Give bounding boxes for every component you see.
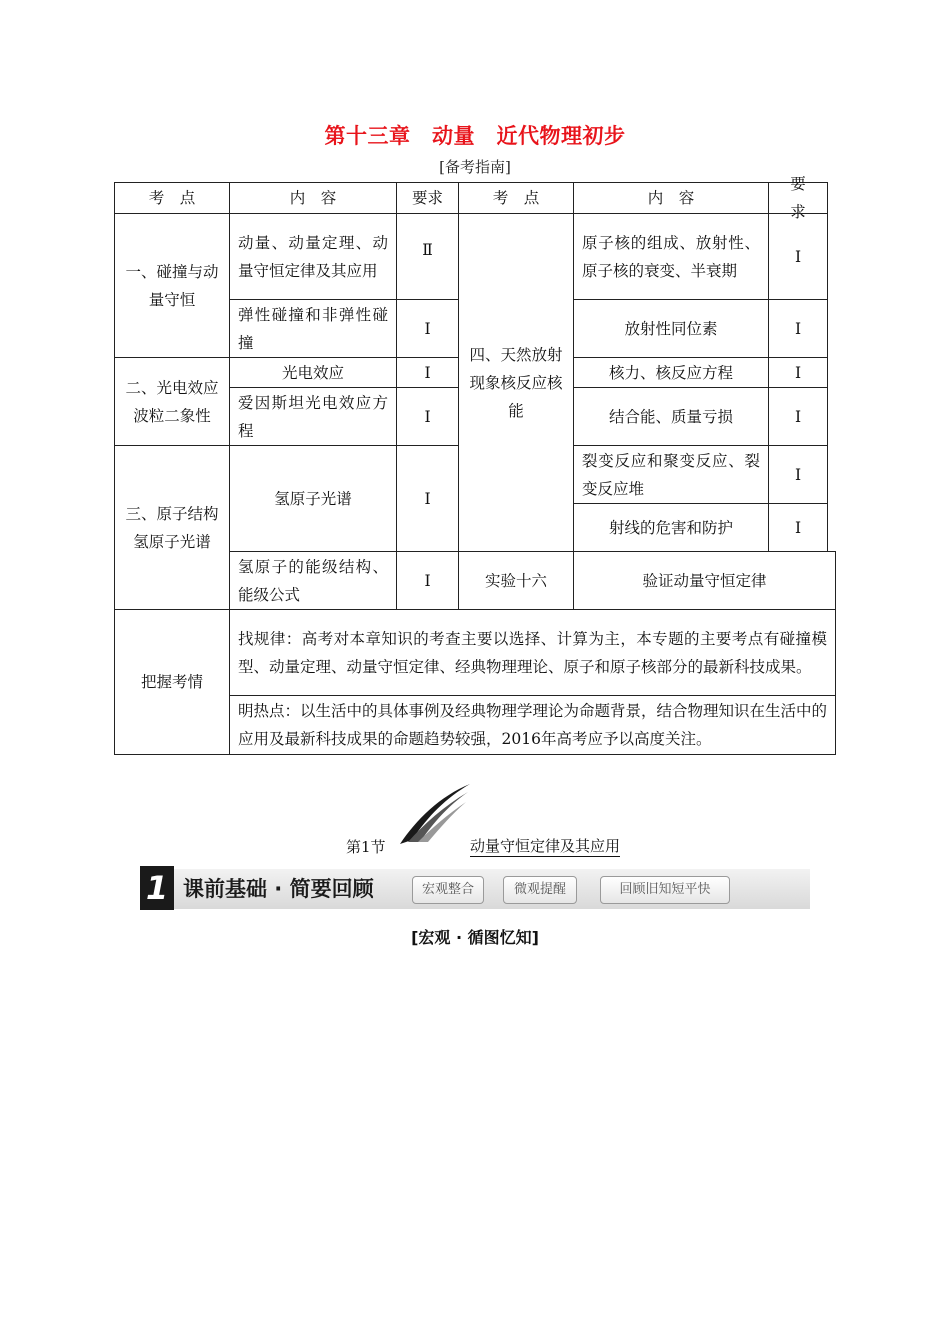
req-binding-energy: Ⅰ <box>768 387 828 446</box>
macro-title: [宏观 · 循图忆知] <box>411 928 539 947</box>
topic-collision-text: 一、碰撞与动量守恒 <box>125 262 219 309</box>
content-isotope: 放射性同位素 <box>573 299 769 358</box>
content-nucleus-text: 原子核的组成、放射性、原子核的衰变、半衰期 <box>582 233 760 280</box>
experiment-content: 验证动量守恒定律 <box>573 551 836 610</box>
req-radiation: Ⅰ <box>768 503 828 552</box>
req-energy-levels: Ⅰ <box>396 551 459 610</box>
content-elastic <box>229 299 397 358</box>
content-hydrogen-spectrum: 氢原子光谱 <box>229 445 397 552</box>
content-einstein <box>229 387 397 446</box>
req-hydrogen-spectrum: Ⅰ <box>396 445 459 552</box>
topic-nuclear <box>458 213 574 552</box>
experiment-label: 实验十六 <box>458 551 574 610</box>
pill-macro[interactable]: 宏观整合 <box>412 876 484 904</box>
content-einstein-text: 爱因斯坦光电效应方程 <box>238 393 388 440</box>
req-momentum: Ⅱ <box>396 213 459 300</box>
header-point: 考 点 <box>114 182 230 214</box>
header-req-2: 要 求 <box>768 182 828 214</box>
topic-photoelectric <box>114 357 230 446</box>
content-fission <box>573 445 769 504</box>
grasp-hot <box>229 695 836 755</box>
grasp-label: 把握考情 <box>114 609 230 755</box>
header-content: 内 容 <box>229 182 397 214</box>
content-elastic-text: 弹性碰撞和非弹性碰撞 <box>238 305 388 352</box>
topic-atomic <box>114 445 230 610</box>
section-number: 第1节 <box>346 838 386 856</box>
header-content-2: 内 容 <box>573 182 769 214</box>
guide-label: [备考指南] <box>439 158 511 176</box>
content-fission-text: 裂变反应和聚变反应、裂变反应堆 <box>582 451 760 498</box>
topic-collision <box>114 213 230 358</box>
content-nucleus <box>573 213 769 300</box>
content-nuclear-force: 核力、核反应方程 <box>573 357 769 388</box>
topic-atomic-text: 三、原子结构氢原子光谱 <box>125 504 219 551</box>
topic-nuclear-text: 四、天然放射现象核反应核能 <box>469 345 563 420</box>
grasp-hot-text: 明热点：以生活中的具体事例及经典物理学理论为命题背景，结合物理知识在生活中的应用及最新科技成果的命题趋势较强，2016年高考应予以高度关注。 <box>238 702 828 748</box>
grasp-rule-text: 找规律：高考对本章知识的考查主要以选择、计算为主，本专题的主要考点有碰撞模型、动量定理、动量守恒定律、经典物理理论、原子和原子核部分的最新科技成果。 <box>238 629 827 676</box>
section-title: 动量守恒定律及其应用 <box>470 837 621 855</box>
grasp-rule <box>229 609 836 696</box>
content-energy-levels <box>229 551 397 610</box>
content-energy-levels-text: 氢原子的能级结构、能级公式 <box>238 557 388 604</box>
req-photoelectric: Ⅰ <box>396 357 459 388</box>
chapter-title: 第十三章 动量 近代物理初步 <box>324 124 626 148</box>
pill-micro[interactable]: 微观提醒 <box>503 876 577 904</box>
content-radiation: 射线的危害和防护 <box>573 503 769 552</box>
req-nucleus: Ⅰ <box>768 213 828 300</box>
topic-photoelectric-text: 二、光电效应波粒二象性 <box>125 378 219 425</box>
swoosh-icon <box>398 780 474 846</box>
pill-review[interactable]: 回顾旧知短平快 <box>600 876 730 904</box>
content-binding-energy: 结合能、质量亏损 <box>573 387 769 446</box>
header-req: 要求 <box>396 182 459 214</box>
req-elastic: Ⅰ <box>396 299 459 358</box>
content-photoelectric: 光电效应 <box>229 357 397 388</box>
banner-number: 1 <box>140 866 174 910</box>
content-momentum-text: 动量、动量定理、动量守恒定律及其应用 <box>238 233 388 280</box>
content-momentum <box>229 213 397 300</box>
req-nuclear-force: Ⅰ <box>768 357 828 388</box>
req-isotope: Ⅰ <box>768 299 828 358</box>
header-point-2: 考 点 <box>458 182 574 214</box>
req-fission: Ⅰ <box>768 445 828 504</box>
banner-title: 课前基础 · 简要回顾 <box>183 877 374 901</box>
req-einstein: Ⅰ <box>396 387 459 446</box>
